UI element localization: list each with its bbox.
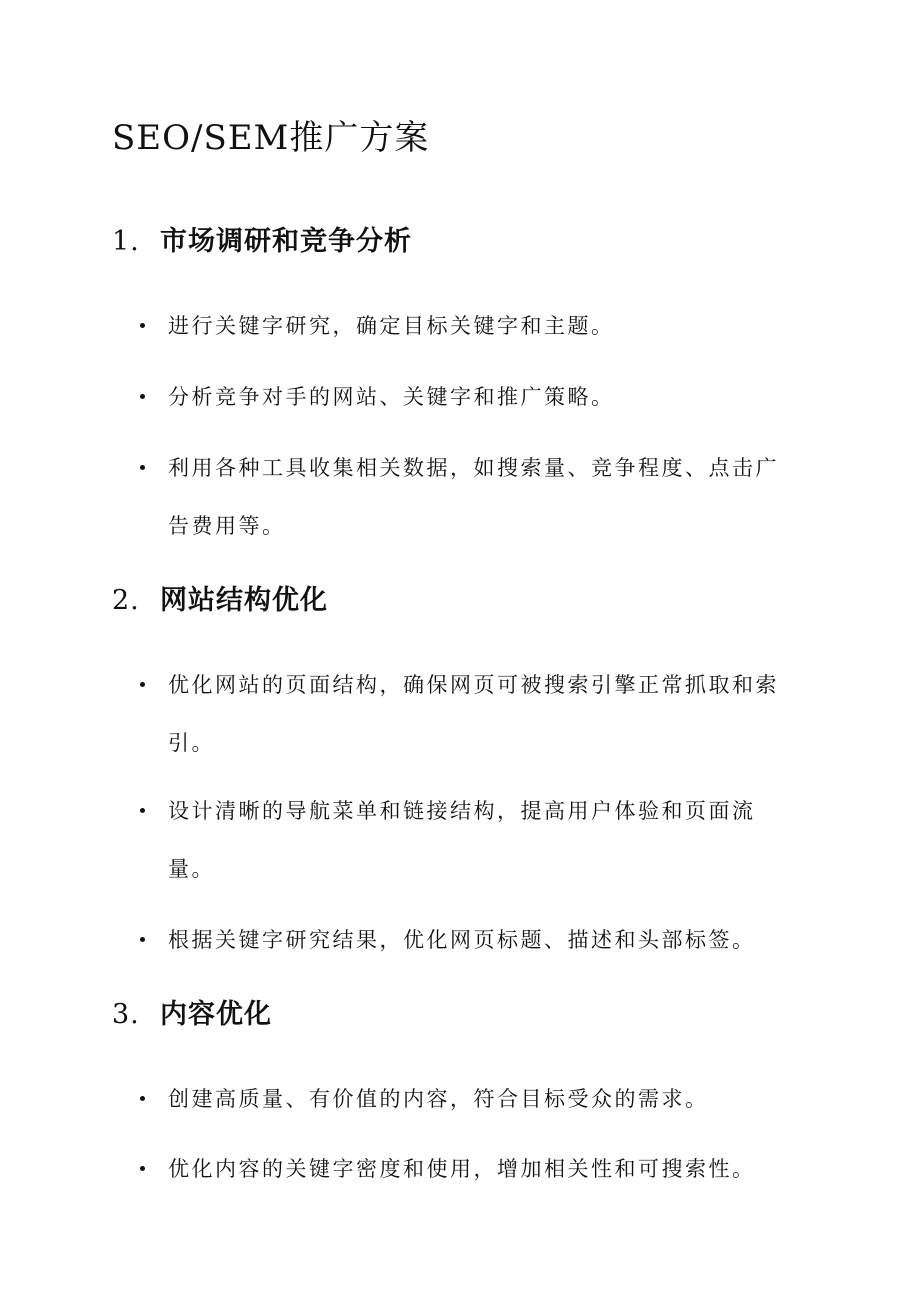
list-item xyxy=(140,911,800,969)
section-number: 3. xyxy=(112,999,140,1030)
page-title: SEO/SEM推广方案 xyxy=(112,118,430,158)
section-heading-2 xyxy=(112,581,328,621)
bullet-icon xyxy=(140,682,145,687)
section-title: 内容优化 xyxy=(160,999,272,1030)
list-item-text: 创建高质量、有价值的内容，符合目标受众的需求。 xyxy=(168,1087,709,1111)
section-title: 网站结构优化 xyxy=(160,585,328,616)
bullet-icon xyxy=(140,808,145,813)
list-item xyxy=(140,297,800,355)
list-item-text: 设计清晰的导航菜单和链接结构，提高用户体验和页面流量。 xyxy=(168,799,756,881)
bullet-icon xyxy=(140,323,145,328)
section-heading-3 xyxy=(112,995,272,1035)
list-item-text: 优化内容的关键字密度和使用，增加相关性和可搜索性。 xyxy=(168,1157,756,1181)
list-item xyxy=(140,1140,800,1198)
section-number: 2. xyxy=(112,585,140,616)
list-item xyxy=(140,1070,800,1128)
list-item xyxy=(140,439,800,555)
section-number: 1. xyxy=(112,226,140,257)
list-item xyxy=(140,782,800,898)
list-item-text: 根据关键字研究结果，优化网页标题、描述和头部标签。 xyxy=(168,928,756,952)
list-item xyxy=(140,656,800,772)
list-item-text: 优化网站的页面结构，确保网页可被搜索引擎正常抓取和索引。 xyxy=(168,673,779,755)
list-item-text: 进行关键字研究，确定目标关键字和主题。 xyxy=(168,314,615,338)
bullet-icon xyxy=(140,1166,145,1171)
section-title: 市场调研和竞争分析 xyxy=(160,226,412,257)
section-heading-1 xyxy=(112,222,412,262)
bullet-icon xyxy=(140,937,145,942)
bullet-icon xyxy=(140,1096,145,1101)
list-item xyxy=(140,368,800,426)
bullet-icon xyxy=(140,465,145,470)
bullet-icon xyxy=(140,394,145,399)
list-item-text: 利用各种工具收集相关数据，如搜索量、竞争程度、点击广告费用等。 xyxy=(168,456,779,538)
list-item-text: 分析竞争对手的网站、关键字和推广策略。 xyxy=(168,385,615,409)
